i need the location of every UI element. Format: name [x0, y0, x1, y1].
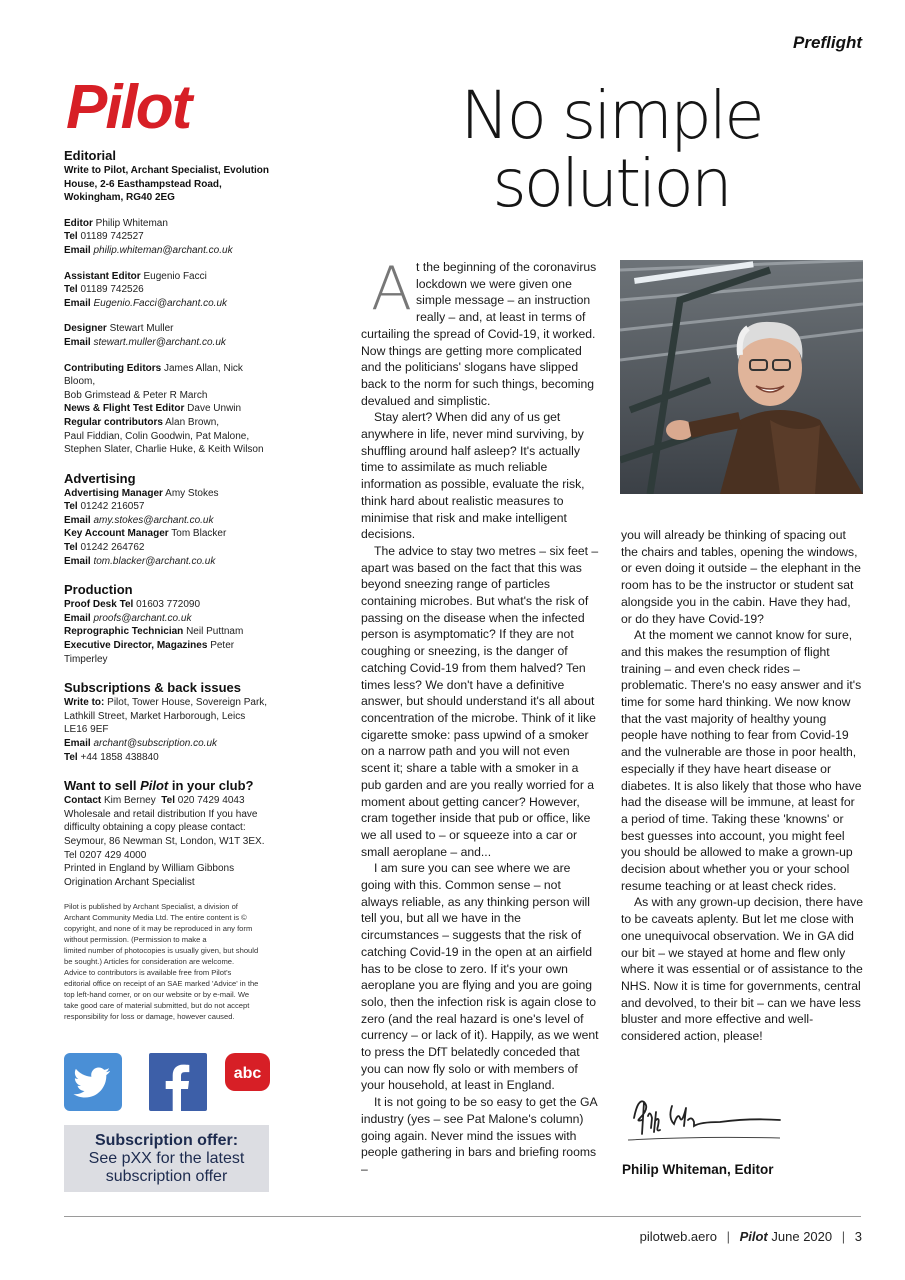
legal-line: take good care of material submitted, but do not accept — [64, 1001, 250, 1011]
role-label: News & Flight Test Editor — [64, 403, 185, 415]
regular-names: Stephen Slater, Charlie Huke, & Keith Wilson — [64, 444, 264, 456]
role-label: Reprographic Technician — [64, 626, 184, 638]
footer-brand: Pilot — [739, 1229, 768, 1244]
footer-separator: | — [726, 1229, 730, 1244]
subscriptions-email-link[interactable]: archant@subscription.co.uk — [93, 738, 218, 749]
subscription-offer-line: See pXX for the latest — [88, 1150, 245, 1167]
assistant-editor-email-link[interactable]: Eugenio.Facci@archant.co.uk — [93, 297, 228, 309]
email-label: Email — [64, 555, 91, 567]
signature-name: Philip Whiteman, Editor — [622, 1162, 774, 1177]
footer-issue: June 2020 — [771, 1229, 833, 1244]
subscription-offer-line: subscription offer — [105, 1168, 228, 1185]
contact-label: Contact — [64, 795, 102, 807]
legal-line: copyright, and none of it may be reproduced in any form — [64, 924, 253, 934]
role-label: Designer — [64, 323, 107, 335]
key-account-tel: 01242 264762 — [80, 542, 145, 554]
sell-tel: 020 7429 4043 — [177, 795, 245, 807]
editorial-address-line: House, 2-6 Easthampstead Road, — [64, 178, 222, 190]
sell-heading-brand: Pilot — [140, 778, 169, 794]
legal-line: limited number of photocopies is usually given, but should — [64, 946, 259, 956]
regular-names: Alan Brown, — [165, 416, 220, 428]
designer-email-link[interactable]: stewart.muller@archant.co.uk — [93, 336, 226, 348]
headline — [360, 77, 862, 222]
legal-line: editorial office on receipt of an SAE marked 'Advice' in the — [64, 979, 259, 989]
email-label: Email — [64, 336, 91, 348]
article-paragraph: Stay alert? When did any of us get anywhere in life, never mind surviving, by shuffling around half asleep? It's actually time to assimilate as much reliable information as possible, evaluate the risk, think hard about realistic measures to minimise that risk and make intelligent decisions. — [361, 410, 585, 542]
exec-director-name: Peter Timperley — [64, 640, 235, 665]
contributing-names: Bob Grimstead & Peter R March — [64, 389, 208, 401]
assistant-editor-tel: 01189 742526 — [80, 284, 144, 296]
role-label: Assistant Editor — [64, 270, 141, 282]
tel-label: Tel — [119, 599, 134, 611]
article-paragraph: you will already be thinking of spacing out the chairs and tables, opening the windows, or even doing it outside – the elephant in the room has to be the instructor or student sat alongside you in the cabin. Have they had, or do they have Covid-19? — [621, 528, 861, 626]
subscriptions-address: LE16 9EF — [64, 724, 109, 736]
proof-desk-email-link[interactable]: proofs@archant.co.uk — [93, 612, 192, 624]
headline-line: solution — [492, 145, 730, 222]
page-number: 3 — [854, 1229, 862, 1244]
ad-manager-tel: 01242 216057 — [80, 501, 145, 513]
role-label: Executive Director, Magazines — [64, 640, 208, 652]
role-label: Advertising Manager — [64, 487, 163, 499]
role-label: Editor — [64, 217, 93, 229]
legal-line: responsibility for loss or damage, however caused. — [64, 1012, 235, 1022]
ad-manager-name: Amy Stokes — [165, 487, 219, 499]
email-label: Email — [64, 244, 91, 256]
editor-email-link[interactable]: philip.whiteman@archant.co.uk — [93, 244, 233, 256]
email-label: Email — [64, 514, 91, 526]
social-icons — [64, 1053, 270, 1113]
subscriptions-tel: +44 1858 438840 — [80, 751, 159, 763]
abc-text: abc — [233, 1065, 262, 1082]
footer-divider — [64, 1216, 861, 1217]
ad-manager-email-link[interactable]: amy.stokes@archant.co.uk — [93, 514, 214, 526]
section-label: Preflight — [793, 33, 862, 52]
email-label: Email — [64, 297, 91, 309]
abc-icon[interactable] — [225, 1053, 270, 1093]
sell-line: difficulty obtaining a copy please contact: — [64, 822, 246, 834]
tel-label: Tel — [64, 284, 78, 296]
tel-label: Tel — [64, 231, 78, 243]
legal-line: Archant Community Media Ltd. The entire content is © — [64, 913, 247, 923]
role-label: Key Account Manager — [64, 528, 169, 540]
tel-label: Tel — [64, 751, 78, 763]
proof-desk-tel: 01603 772090 — [136, 599, 201, 611]
sell-heading-pre: Want to sell — [64, 778, 141, 794]
editorial-address-line: Write to Pilot, Archant Specialist, Evolution — [64, 165, 270, 176]
sell-heading-post: in your club? — [168, 778, 254, 794]
role-label: Proof Desk — [64, 599, 117, 611]
article-paragraph: As with any grown-up decision, there have to be caveats aplenty. But let me close with one unequivocal observation. We in GA did our bit – we stayed at home and flew only where it was essential or of assistance to the NHS. Now it is time for governments, central and devolved, to their bit – can we have less bluster and more effective and well-considered action, please! — [621, 895, 863, 1044]
logo-text: Pilot — [66, 76, 191, 134]
write-label: Write to: — [64, 697, 105, 709]
sell-line: Seymour, 86 Newman St, London, W1T 3EX. — [64, 835, 265, 847]
article-column-2 — [621, 527, 863, 1045]
repro-name: Neil Puttnam — [186, 626, 244, 638]
footer-site-link[interactable]: pilotweb.aero — [639, 1229, 717, 1244]
masthead-sidebar — [64, 148, 274, 1022]
regular-names: Paul Fiddian, Colin Goodwin, Pat Malone, — [64, 430, 250, 442]
subscriptions-heading: Subscriptions & back issues — [64, 680, 242, 696]
sell-heading — [64, 778, 274, 794]
sell-contact: Kim Berney — [104, 795, 156, 807]
article-paragraph: t the beginning of the coronavirus lockdown we were given one simple message – an instruction really – and, at least in terms of curtailing the spread of Covid-19, it worked. Now things are getting more complicated and the politicians' slogans have slipped back to the norm for such things, becoming devalued and simplistic. — [361, 260, 597, 408]
headline-line: No simple — [460, 77, 762, 154]
sell-line: Tel 0207 429 4000 — [64, 849, 147, 861]
tel-label: Tel — [161, 795, 175, 807]
key-account-email-link[interactable]: tom.blacker@archant.co.uk — [93, 555, 216, 567]
article-paragraph: The advice to stay two metres – six feet – apart was based on the fact that this was beyond sneezing range of particles containing microbes. But what's the risk of passing on the disease when the infected person is asymptomatic? If they are not coughing or sneezing, is the danger of catching Covid-19 from them halved? Ten times less? We don't have a definitive answer, but should understand it's all about concentration of the microbe. Think of it like cigarette smoke: pass upwind of a smoker on a narrow path and you will not even scent it; share a table with a smoker in a pub garden and are you really worried for a moment about getting cancer? However, cram together inside that pub or office, like we all used to – or squeeze into a car or small aeroplane – and... — [361, 543, 599, 859]
email-label: Email — [64, 738, 91, 749]
flight-test-name: Dave Unwin — [187, 403, 242, 415]
article-paragraph: At the moment we cannot know for sure, and this makes the resumption of flight training – and even check rides – problematic. There's no easy answer and it's time for some hard thinking. We now know that the vast majority of healthy young people have nothing to fear from Covid-19 and the vulnerable are those in poor health, especially if they have heart disease or diabetes. It is also likely that those who have had the disease will be immune, at least for a period of time. Taking these 'knowns' or best guesses into account, you might feel you should be allowed to make a grown-up decision about whether you or your school resume teaching or at least check rides. — [621, 628, 862, 893]
subscription-offer-box[interactable] — [64, 1125, 269, 1192]
designer-name: Stewart Muller — [109, 323, 174, 335]
contributing-names: James Allan, Nick Bloom, — [64, 362, 243, 388]
assistant-editor-name: Eugenio Facci — [143, 270, 207, 282]
legal-line: be sought.) Articles for consideration are welcome. — [64, 957, 235, 967]
editor-signature — [620, 1088, 785, 1148]
advertising-heading: Advertising — [64, 470, 136, 486]
drop-cap: A — [371, 254, 413, 324]
email-label: Email — [64, 612, 91, 624]
footer-separator: | — [841, 1229, 846, 1244]
pilot-logo — [64, 76, 234, 134]
article-paragraph: I am sure you can see where we are going with this. Common sense – not always reliable, as any thinking person will tell you, but all we have in the circumstances – suggests that the risk of catching Covid-19 in the open at an airfield has to be close to zero. If it's your own aeroplane you are flying and you are going solo, then the infection risk is again close to zero (and the real hazard is one's level of currency – or lack of it). Happily, as we went to press the DfT belatedly conceded that you can now fly solo or with members of your household, at least in England. — [361, 861, 599, 1093]
article-column-1 — [361, 254, 601, 1178]
subscriptions-address: Lathkill Street, Market Harborough, Leics — [64, 710, 246, 722]
subscription-offer-title: Subscription offer: — [94, 1132, 239, 1149]
legal-line: Pilot is published by Archant Specialist, a division of — [64, 902, 238, 912]
editor-photo — [620, 260, 863, 494]
role-label: Contributing Editors — [64, 362, 162, 374]
legal-line: without permission. (Permission to make a — [64, 935, 207, 945]
subscriptions-address: Pilot, Tower House, Sovereign Park, — [107, 697, 268, 709]
page-footer — [640, 1229, 862, 1244]
sell-line: Origination Archant Specialist — [64, 876, 195, 888]
sell-line: Printed in England by William Gibbons — [64, 863, 235, 875]
key-account-name: Tom Blacker — [171, 528, 227, 540]
editorial-address-line: Wokingham, RG40 2EG — [64, 192, 175, 204]
article-paragraph: It is not going to be so easy to get the GA industry (yes – see Pat Malone's column) going again. Never mind the issues with people gathering in bars and briefing rooms – — [361, 1095, 597, 1176]
production-heading: Production — [64, 582, 133, 598]
sell-line: Wholesale and retail distribution If you have — [64, 808, 258, 820]
editor-name: Philip Whiteman — [95, 217, 168, 229]
tel-label: Tel — [64, 542, 78, 554]
legal-line: Advice to contributors is available free from Pilot's — [64, 968, 232, 978]
facebook-icon[interactable] — [149, 1053, 207, 1111]
legal-line: top left-hand corner, or on our website or by e-mail. We — [64, 990, 250, 1000]
tel-label: Tel — [64, 501, 78, 513]
editorial-heading: Editorial — [64, 148, 117, 163]
twitter-icon[interactable] — [64, 1053, 122, 1111]
editor-tel: 01189 742527 — [80, 231, 144, 243]
legal-notice — [64, 901, 274, 1022]
role-label: Regular contributors — [64, 416, 163, 428]
